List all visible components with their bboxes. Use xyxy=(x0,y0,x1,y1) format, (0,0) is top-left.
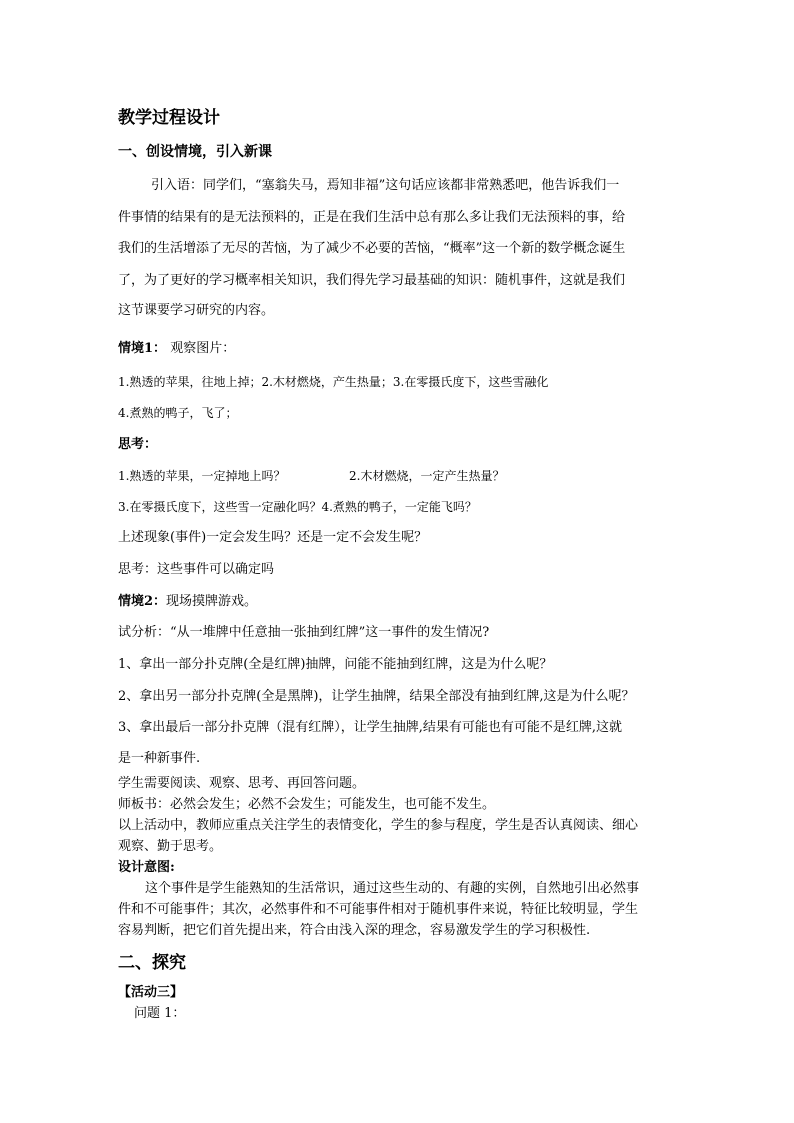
situation2-line xyxy=(118,593,257,611)
situation2-label: 情境2： xyxy=(118,594,167,609)
situation2-text: 现场摸牌游戏。 xyxy=(166,594,258,609)
design-intent-label: 设计意图: xyxy=(118,860,175,875)
note-line-1: 学生需要阅读、观察、思考、再回答问题。 xyxy=(118,776,366,791)
think-label: 思考： xyxy=(118,437,158,452)
think-q2: 2.木材燃烧，一定产生热量？ xyxy=(349,469,505,483)
situation1-items-line2: 4.煮熟的鸭子，飞了； xyxy=(118,406,238,420)
design-intent-line-3: 容易判断，把它们首先提出来，符合由浅入深的理念，容易激发学生的学习积极性. xyxy=(118,923,591,938)
situation2-step-2: 2、拿出另一部分扑克牌(全是黑牌)，让学生抽牌，结果全部没有抽到红牌,这是为什么呢？ xyxy=(118,689,635,704)
intro-line-1: 引入语：同学们，“塞翁失马，焉知非福”这句话应该都非常熟悉吧，他告诉我们一 xyxy=(151,178,620,193)
situation1-text: 观察图片： xyxy=(170,341,236,356)
note-line-2: 师板书：必然会发生；必然不会发生；可能发生，也可能不发生。 xyxy=(118,797,496,812)
situation2-step-3-cont: 是一种新事件. xyxy=(118,751,201,766)
note-line-3: 以上活动中，教师应重点关注学生的表情变化，学生的参与程度，学生是否认真阅读、细心 xyxy=(118,818,639,833)
situation1-label: 情境1： xyxy=(118,341,167,356)
situation2-step-3: 3、拿出最后一部分扑克牌（混有红牌），让学生抽牌,结果有可能也有可能不是红牌,这就 xyxy=(118,720,623,735)
situation2-analysis: 试分析：“从一堆牌中任意抽一张抽到红牌”这一事件的发生情况? xyxy=(118,625,490,640)
think-q1: 1.熟透的苹果，一定掉地上吗？ xyxy=(118,469,286,483)
think-q6: 思考：这些事件可以确定吗 xyxy=(118,562,275,577)
note-line-4: 观察、勤于思考。 xyxy=(118,839,223,854)
situation1-line xyxy=(118,340,235,358)
situation2-step-1: 1、拿出一部分扑克牌(全是红牌)抽牌，问能不能抽到红牌，这是为什么呢？ xyxy=(118,657,553,672)
situation1-items-line1: 1.熟透的苹果，往地上掉；2.木材燃烧，产生热量；3.在零摄氏度下，这些雪融化 xyxy=(118,375,549,389)
intro-line-5: 这节课要学习研究的内容。 xyxy=(118,303,275,318)
section-heading-1: 一、创设情境，引入新课 xyxy=(118,144,272,160)
page-title: 教学过程设计 xyxy=(118,108,220,128)
think-q5: 上述现象(事件)一定会发生吗？还是一定不会发生呢？ xyxy=(118,530,428,545)
intro-line-3: 我们的生活增添了无尽的苦恼，为了减少不必要的苦恼，“概率”这一个新的数学概念诞生 xyxy=(118,241,626,256)
section-heading-2: 二、探究 xyxy=(118,953,186,973)
activity-label: 【活动三】 xyxy=(118,985,184,1000)
intro-line-2: 件事情的结果有的是无法预料的，正是在我们生活中总有那么多让我们无法预料的事，给 xyxy=(118,210,626,225)
intro-line-4: 了，为了更好的学习概率相关知识，我们得先学习最基础的知识：随机事件，这就是我们 xyxy=(118,273,626,288)
design-intent-line-2: 件和不可能事件；其次，必然事件和不可能事件相对于随机事件来说，特征比较明显，学生 xyxy=(118,902,639,917)
question-label: 问题 1： xyxy=(134,1006,186,1021)
design-intent-line-1: 这个事件是学生能熟知的生活常识，通过这些生动的、有趣的实例，自然地引出必然事 xyxy=(145,881,640,896)
think-q34: 3.在零摄氏度下，这些雪一定融化吗？4.煮熟的鸭子，一定能飞吗？ xyxy=(118,500,477,514)
